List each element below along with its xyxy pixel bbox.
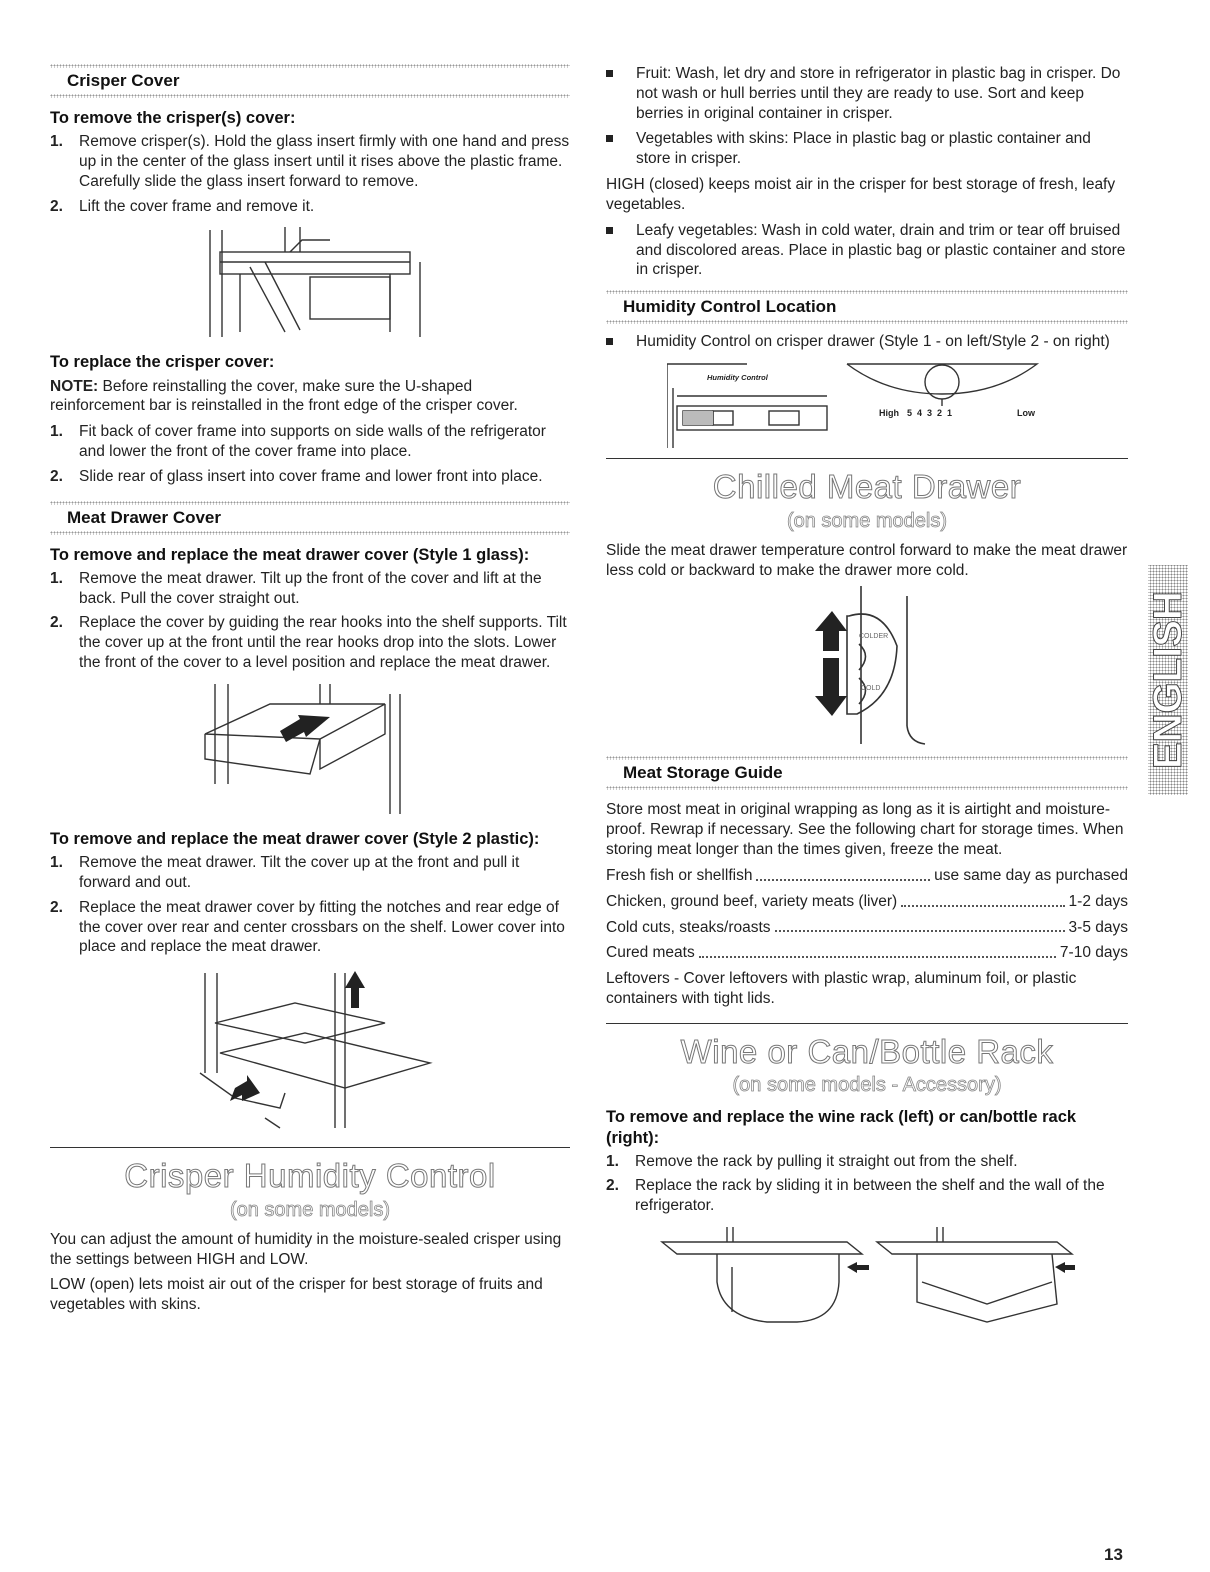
leafy-bullets (606, 221, 1128, 280)
wine-rack-illustration (657, 1222, 1077, 1337)
list-item: 2. Replace the meat drawer cover by fitting the notches and rear edge of the cover over rear and center crossbars on the shelf. Lower cover into place and replace the meat drawer. (50, 898, 565, 956)
cold-label: COLD (861, 685, 881, 693)
list-item: Vegetables with skins: Place in plastic bag or plastic container and store in crisper. (606, 129, 1128, 169)
section-rule (50, 1147, 570, 1148)
humidity-control-illustration (667, 358, 1067, 448)
crisper-humidity-subtitle: (on some models) (229, 1198, 391, 1221)
table-row: Cold cuts, steaks/roasts 3-5 days (606, 918, 1128, 936)
replace-crisper-steps (50, 422, 570, 486)
table-row: Fresh fish or shellfish use same day as purchased (606, 866, 1128, 884)
humidity-dial-label: Humidity Control (707, 373, 768, 383)
remove-crisper-steps (50, 132, 570, 216)
colder-label: COLDER (859, 633, 889, 641)
meat-storage-intro: Store most meat in original wrapping as long as it is airtight and moisture-proof. Rewrap if necessary. See the following chart for storage times. When storing meat longer than the times given, freeze the meat. (606, 801, 1124, 859)
dotted-rule (606, 786, 1128, 790)
remove-crisper-title: To remove the crisper(s) cover: (50, 109, 296, 127)
list-item: 1. Fit back of cover frame into supports on side walls of the refrigerator and lower the front of the cover frame into place. (50, 423, 546, 461)
style2-title: To remove and replace the meat drawer cover (Style 2 plastic): (50, 829, 540, 848)
left-column (50, 64, 570, 1321)
table-row: Chicken, ground beef, variety meats (liver) 1-2 days (606, 892, 1128, 910)
list-item: Fruit: Wash, let dry and store in refrigerator in plastic bag in crisper. Do not wash or hull berries until they are ready to use. Sort and keep berries in original container in crisper. (606, 64, 1128, 123)
chilled-meat-title: Chilled Meat Drawer (712, 468, 1022, 506)
table-row: Cured meats 7-10 days (606, 944, 1128, 962)
meat-drawer-style2-illustration (185, 963, 435, 1133)
list-item: 2. Lift the cover frame and remove it. (50, 197, 315, 215)
list-item: Humidity Control on crisper drawer (Style 1 - on left/Style 2 - on right) (606, 332, 1128, 352)
chilled-meat-paragraph: Slide the meat drawer temperature control forward to make the meat drawer less cold or backward to make the drawer more cold. (606, 541, 1128, 579)
list-item: Leafy vegetables: Wash in cold water, drain and trim or tear off bruised and discolored areas. Place in plastic bag or plastic container and store in crisper. (606, 221, 1128, 280)
wine-rack-steps (606, 1152, 1128, 1216)
list-item: 2. Slide rear of glass insert into cover frame and lower front into place. (50, 467, 543, 485)
scale-numbers: 5 4 3 2 1 (907, 408, 953, 419)
note-paragraph: NOTE: Before reinstalling the cover, make sure the U-shaped reinforcement bar is reinstalled in the front edge of the crisper cover. (50, 377, 518, 415)
page-number: 13 (1104, 1545, 1123, 1564)
list-item: 1. Remove the meat drawer. Tilt the cover up at the front and pull it forward and out. (50, 854, 520, 891)
leftovers-paragraph: Leftovers - Cover leftovers with plastic wrap, aluminum foil, or plastic containers with tight lids. (606, 970, 1077, 1007)
right-column (606, 64, 1128, 1343)
produce-bullets (606, 64, 1128, 169)
scale-low-label: Low (1017, 408, 1035, 419)
crisper-cover-illustration (190, 222, 430, 342)
list-item: 1. Remove the rack by pulling it straight out from the shelf. (606, 1152, 1018, 1170)
section-rule (606, 458, 1128, 459)
list-item: 1. Remove crisper(s). Hold the glass insert firmly with one hand and press up in the center of the glass insert until it rises above the plastic frame. Carefully slide the glass insert forward to remove. (50, 133, 570, 190)
humidity-paragraph-2: LOW (open) lets moist air out of the crisper for best storage of fruits and vegetables with skins. (50, 1276, 543, 1314)
meat-drawer-style1-illustration (200, 679, 420, 819)
humidity-paragraph-1: You can adjust the amount of humidity in the moisture-sealed crisper using the settings between HIGH and LOW. (50, 1230, 562, 1268)
list-item: 1. Remove the meat drawer. Tilt up the front of the cover and lift at the back. Pull the cover straight out. (50, 569, 542, 607)
chilled-meat-subtitle: (on some models) (786, 509, 948, 532)
scale-high-label: High (879, 408, 899, 419)
dotted-rule (606, 320, 1128, 324)
list-item: 2. Replace the rack by sliding it in between the shelf and the wall of the refrigerator. (606, 1177, 1105, 1215)
language-side-tab: ENGLISH (1148, 565, 1188, 795)
style1-steps (50, 569, 570, 673)
humidity-location-bullets (606, 332, 1128, 352)
meat-drawer-cover-heading: Meat Drawer Cover (67, 507, 222, 527)
section-rule (606, 1023, 1128, 1024)
crisper-cover-heading: Crisper Cover (67, 71, 180, 90)
meat-drawer-control-illustration (787, 586, 947, 746)
high-paragraph: HIGH (closed) keeps moist air in the crisper for best storage of fresh, leafy vegetables. (606, 176, 1116, 213)
wine-rack-subtitle: (on some models - Accessory) (732, 1074, 1002, 1097)
dotted-rule (50, 94, 570, 98)
replace-crisper-title: To replace the crisper cover: (50, 353, 275, 372)
meat-storage-heading: Meat Storage Guide (623, 763, 783, 783)
style1-title: To remove and replace the meat drawer cover (Style 1 glass): (50, 545, 530, 564)
crisper-humidity-title: Crisper Humidity Control (124, 1157, 496, 1195)
dotted-rule (50, 531, 570, 535)
wine-rack-title: Wine or Can/Bottle Rack (680, 1032, 1054, 1070)
humidity-location-heading: Humidity Control Location (623, 297, 837, 317)
wine-rack-steps-title: To remove and replace the wine rack (left) or can/bottle rack (right): (606, 1108, 1077, 1147)
style2-steps (50, 853, 570, 957)
list-item: 2. Replace the cover by guiding the rear hooks into the shelf supports. Tilt the cover up at the front until the rear hooks drop into the slots. Lower the front of the cover to a level position and replace the meat drawer. (50, 614, 567, 672)
storage-table (606, 866, 1128, 963)
